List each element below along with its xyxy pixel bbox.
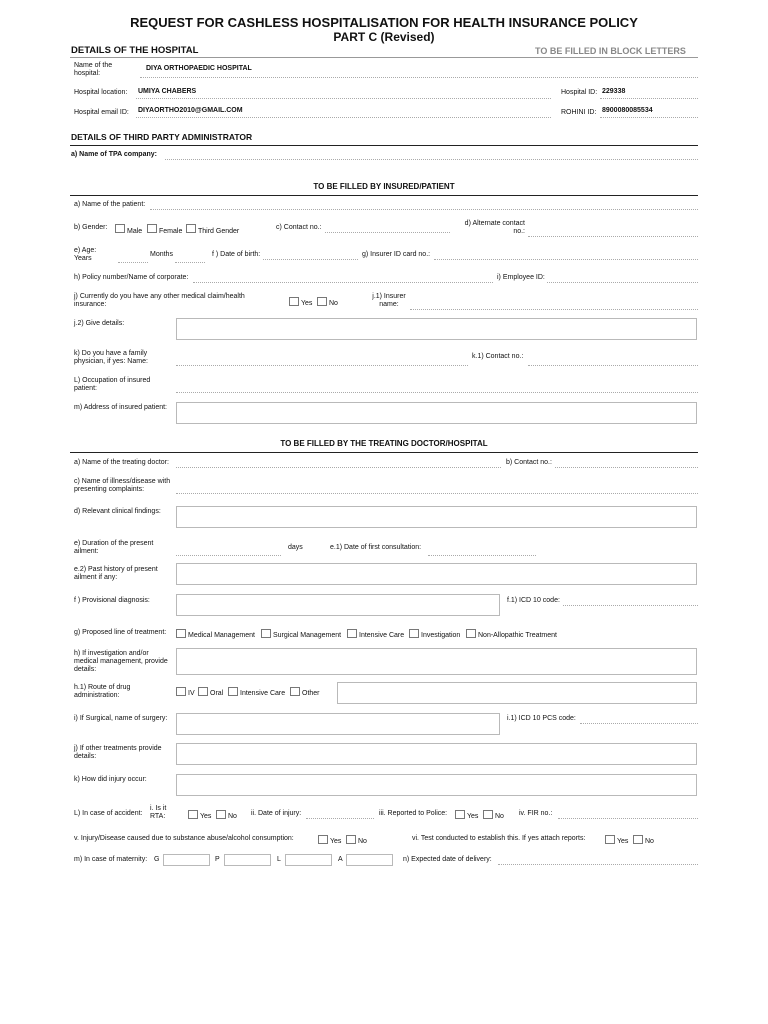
rohini-id-value[interactable]: 8900080085534 — [602, 107, 653, 114]
test-yes-checkbox[interactable] — [605, 835, 615, 844]
divider — [70, 195, 698, 196]
duration-line[interactable] — [176, 555, 281, 556]
alt-contact-label: d) Alternate contact no.: — [464, 220, 525, 235]
test-yes-label: Yes — [617, 838, 629, 845]
maternity-l-label: L — [277, 856, 281, 863]
occupation-line[interactable] — [176, 392, 698, 393]
divider — [70, 452, 698, 453]
injury-box[interactable] — [176, 774, 697, 796]
days-label: days — [288, 544, 303, 551]
maternity-p-box[interactable] — [224, 854, 271, 866]
months-label: Months — [150, 251, 173, 258]
route-other-label: Other — [302, 690, 320, 697]
substance-no-checkbox[interactable] — [346, 835, 356, 844]
investigation-label: Investigation — [421, 632, 461, 639]
patient-name-label: a) Name of the patient: — [74, 201, 146, 208]
police-no-label: No — [495, 813, 504, 820]
police-yes-label: Yes — [467, 813, 479, 820]
maternity-label: m) In case of maternity: — [74, 856, 148, 863]
substance-yes-label: Yes — [330, 838, 342, 845]
rta-yes-label: Yes — [200, 813, 212, 820]
doctor-contact-label: b) Contact no.: — [506, 459, 552, 466]
findings-box[interactable] — [176, 506, 697, 528]
employee-id-label: i) Employee ID: — [497, 274, 545, 281]
hospital-email-line — [136, 117, 551, 118]
alt-contact-line[interactable] — [528, 236, 698, 237]
maternity-g-label: G — [154, 856, 160, 863]
tpa-name-line[interactable] — [165, 159, 698, 160]
form-title: REQUEST FOR CASHLESS HOSPITALISATION FOR HEALTH INSURANCE POLICY — [130, 15, 638, 30]
doctor-name-label: a) Name of the treating doctor: — [74, 459, 169, 466]
hospital-heading: DETAILS OF THE HOSPITAL — [71, 45, 199, 56]
maternity-a-box[interactable] — [346, 854, 393, 866]
injury-date-label: ii. Date of injury: — [251, 810, 302, 817]
age-label: e) Age: Years — [74, 247, 97, 262]
rohini-id-label: ROHINI ID: — [561, 109, 597, 116]
injury-date-line[interactable] — [306, 818, 374, 819]
provisional-box[interactable] — [176, 594, 500, 616]
dob-line[interactable] — [263, 259, 358, 260]
hospital-email-value[interactable]: DIYAORTHO2010@GMAIL.COM — [138, 107, 243, 114]
hospital-location-line — [136, 98, 551, 99]
treatment-line-label: g) Proposed line of treatment: — [74, 629, 167, 636]
third-gender-checkbox[interactable] — [186, 224, 196, 233]
contact-line[interactable] — [325, 232, 450, 233]
hospital-id-value[interactable]: 229338 — [602, 88, 626, 95]
delivery-line[interactable] — [498, 864, 698, 865]
female-label: Female — [159, 228, 183, 235]
tpa-heading: DETAILS OF THIRD PARTY ADMINISTRATOR — [71, 132, 253, 142]
age-months-line[interactable] — [175, 262, 205, 263]
maternity-l-box[interactable] — [285, 854, 332, 866]
medical-management-checkbox[interactable] — [176, 629, 186, 638]
illness-label: c) Name of illness/disease with presenting complaints: — [74, 478, 171, 493]
intensive-care-checkbox[interactable] — [347, 629, 357, 638]
icd10-label: f.1) ICD 10 code: — [507, 597, 560, 604]
route-label: h.1) Route of drug administration: — [74, 684, 131, 699]
icd10pcs-line[interactable] — [580, 723, 698, 724]
block-letters-note: TO BE FILLED IN BLOCK LETTERS — [535, 46, 686, 56]
rta-no-label: No — [228, 813, 237, 820]
substance-no-label: No — [358, 838, 367, 845]
route-intensive-care-checkbox[interactable] — [228, 687, 238, 696]
rta-no-checkbox[interactable] — [216, 810, 226, 819]
other-treatments-box[interactable] — [176, 743, 697, 765]
police-label: iii. Reported to Police: — [379, 810, 448, 817]
tpa-name-label: a) Name of TPA company: — [71, 151, 157, 158]
other-claim-no-label: No — [329, 300, 338, 307]
family-physician-line[interactable] — [176, 365, 468, 366]
fir-label: iv. FIR no.: — [519, 810, 553, 817]
contact-label: c) Contact no.: — [276, 224, 322, 231]
non-allopathic-label: Non-Allopathic Treatment — [478, 632, 557, 639]
surgery-label: i) If Surgical, name of surgery: — [74, 715, 168, 722]
hospital-id-label: Hospital ID: — [561, 89, 598, 96]
divider — [70, 145, 698, 146]
maternity-p-label: P — [215, 856, 220, 863]
insured-heading: TO BE FILLED BY INSURED/PATIENT — [313, 182, 455, 191]
police-yes-checkbox[interactable] — [455, 810, 465, 819]
route-other-checkbox[interactable] — [290, 687, 300, 696]
past-history-box[interactable] — [176, 563, 697, 585]
doctor-heading: TO BE FILLED BY THE TREATING DOCTOR/HOSPITAL — [280, 439, 488, 448]
doctor-name-line[interactable] — [176, 467, 501, 468]
insurer-id-line[interactable] — [434, 259, 698, 260]
hospital-name-line — [140, 77, 698, 78]
icd10pcs-label: i.1) ICD 10 PCS code: — [507, 715, 576, 722]
give-details-box[interactable] — [176, 318, 697, 340]
hospital-location-value[interactable]: UMIYA CHABERS — [138, 88, 197, 95]
family-physician-label: k) Do you have a family physician, if yes: Name: — [74, 350, 148, 365]
police-no-checkbox[interactable] — [483, 810, 493, 819]
maternity-a-label: A — [338, 856, 343, 863]
hospital-name-label: Name of the hospital: — [74, 62, 113, 77]
form-subtitle: PART C (Revised) — [333, 30, 435, 44]
male-checkbox[interactable] — [115, 224, 125, 233]
substance-label: v. Injury/Disease caused due to substance abuse/alcohol consumption: — [74, 835, 294, 842]
insurer-name-line[interactable] — [410, 309, 698, 310]
maternity-g-box[interactable] — [163, 854, 210, 866]
past-history-label: e.2) Past history of present ailment if any: — [74, 566, 158, 581]
policy-label: h) Policy number/Name of corporate: — [74, 274, 189, 281]
duration-label: e) Duration of the present ailment: — [74, 540, 154, 555]
third-gender-label: Third Gender — [198, 228, 240, 235]
dob-label: f ) Date of birth: — [212, 251, 261, 258]
other-claim-yes-checkbox[interactable] — [289, 297, 299, 306]
investigation-checkbox[interactable] — [409, 629, 419, 638]
delivery-label: n) Expected date of delivery: — [403, 856, 492, 863]
first-consult-line[interactable] — [428, 555, 536, 556]
injury-label: k) How did injury occur: — [74, 776, 147, 783]
surgery-box[interactable] — [176, 713, 500, 735]
employee-id-line[interactable] — [547, 282, 698, 283]
route-intensive-care-label: Intensive Care — [240, 690, 286, 697]
female-checkbox[interactable] — [147, 224, 157, 233]
hospital-name-value[interactable]: DIYA ORTHOPAEDIC HOSPITAL — [146, 65, 252, 72]
findings-label: d) Relevant clinical findings: — [74, 508, 161, 515]
address-box[interactable] — [176, 402, 697, 424]
fir-line[interactable] — [558, 818, 698, 819]
other-treatments-label: j) If other treatments provide details: — [74, 745, 162, 760]
illness-line[interactable] — [176, 493, 698, 494]
physician-contact-label: k.1) Contact no.: — [472, 353, 524, 360]
route-iv-label: IV — [188, 690, 195, 697]
route-oral-checkbox[interactable] — [198, 687, 208, 696]
test-no-label: No — [645, 838, 654, 845]
hospital-email-label: Hospital email ID: — [74, 109, 129, 116]
hospital-id-line — [600, 98, 698, 99]
first-consult-label: e.1) Date of first consultation: — [330, 544, 422, 551]
give-details-label: j.2) Give details: — [74, 320, 125, 327]
surgical-management-checkbox[interactable] — [261, 629, 271, 638]
rohini-id-line — [600, 117, 698, 118]
non-allopathic-checkbox[interactable] — [466, 629, 476, 638]
accident-label: L) In case of accident: — [74, 810, 143, 817]
hospital-location-label: Hospital location: — [74, 89, 128, 96]
gender-label: b) Gender: — [74, 224, 108, 231]
intensive-care-label: Intensive Care — [359, 632, 405, 639]
rta-label: i. Is it RTA: — [150, 805, 167, 820]
medical-management-label: Medical Management — [188, 632, 255, 639]
route-oral-label: Oral — [210, 690, 224, 697]
other-claim-label: j) Currently do you have any other medical claim/health insurance: — [74, 293, 245, 308]
rta-yes-checkbox[interactable] — [188, 810, 198, 819]
route-iv-checkbox[interactable] — [176, 687, 186, 696]
substance-yes-checkbox[interactable] — [318, 835, 328, 844]
provisional-label: f ) Provisional diagnosis: — [74, 597, 150, 604]
other-claim-no-checkbox[interactable] — [317, 297, 327, 306]
icd10-line[interactable] — [563, 605, 698, 606]
test-label: vi. Test conducted to establish this. If yes attach reports: — [412, 835, 586, 842]
insurer-id-label: g) Insurer ID card no.: — [362, 251, 431, 258]
doctor-contact-line[interactable] — [555, 467, 698, 468]
policy-line[interactable] — [193, 282, 493, 283]
patient-name-line[interactable] — [150, 209, 698, 210]
male-label: Male — [127, 228, 143, 235]
investigation-details-box[interactable] — [176, 648, 697, 675]
investigation-details-label: h) If investigation and/or medical management, provide details: — [74, 650, 168, 673]
divider — [70, 57, 698, 58]
age-years-line[interactable] — [118, 262, 148, 263]
other-claim-yes-label: Yes — [301, 300, 313, 307]
insurer-name-label: j.1) Insurer name: — [372, 293, 406, 308]
address-label: m) Address of insured patient: — [74, 404, 167, 411]
occupation-label: L) Occupation of insured patient: — [74, 377, 151, 392]
route-other-box[interactable] — [337, 682, 697, 704]
test-no-checkbox[interactable] — [633, 835, 643, 844]
physician-contact-line[interactable] — [528, 365, 698, 366]
surgical-management-label: Surgical Management — [273, 632, 342, 639]
